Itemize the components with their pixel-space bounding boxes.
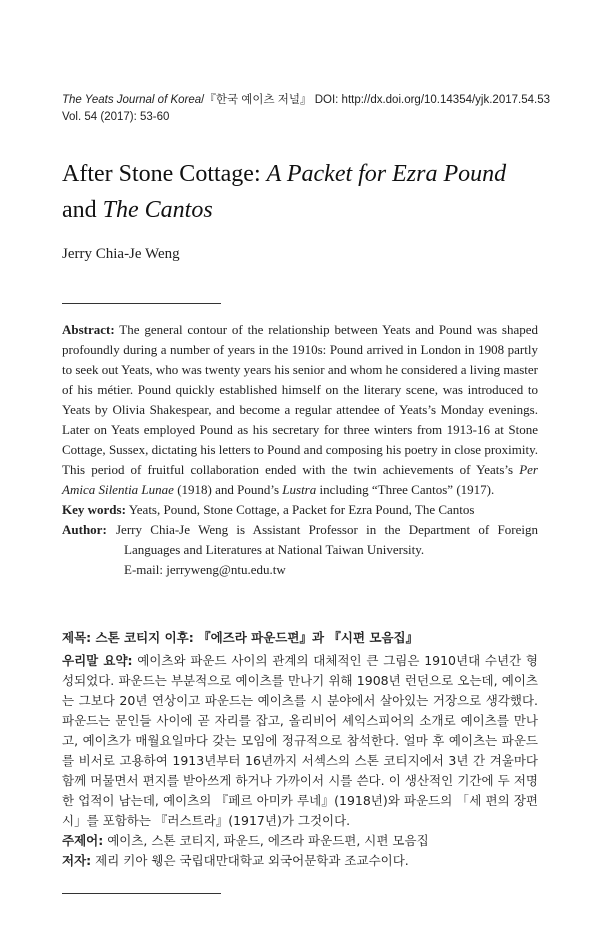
author-email: E-mail: jerryweng@ntu.edu.tw bbox=[124, 562, 286, 577]
korean-author-label: 저자: bbox=[62, 853, 92, 868]
korean-keywords-label: 주제어: bbox=[62, 833, 104, 848]
korean-abstract-label: 우리말 요약: bbox=[62, 653, 133, 668]
abstract-text-1: The general contour of the relationship between Yeats and Pound was shaped profoundly during a number of years in the 1910s: Pound arrived in London in 1908 partly to seek out Yeats, who was twenty years his senior and whom he considered a living master of his métier. Pound quickly established himself on the literary scene, was introduced to Yeats by Olivia Shakespear, and become a regular attendee of Yeats’s Monday evenings. Later on Yeats employed Pound as his secretary for three winters from 1913-16 at Stone Cottage, Sussex, dictating his letters to Pound and composing his poetry in close proximity. This period of fruitful collaboration ended with the twin achievements of Yeats’s bbox=[62, 322, 538, 477]
keywords-paragraph bbox=[62, 500, 538, 520]
author-info-label: Author: bbox=[62, 522, 107, 537]
title-italic1: A Packet for Ezra Pound bbox=[266, 161, 507, 187]
top-divider bbox=[62, 303, 221, 304]
bottom-divider bbox=[62, 893, 221, 894]
journal-volume: Vol. 54 (2017): 53-60 bbox=[62, 111, 170, 123]
abstract-italic-2: Lustra bbox=[282, 482, 317, 497]
abstract-text-2: (1918) and Pound’s bbox=[173, 482, 283, 497]
abstract-paragraph bbox=[62, 320, 538, 500]
korean-abstract-text: 예이츠와 파운드 사이의 관계의 대체적인 큰 그림은 1910년대 수년간 형성되었다. 파운드는 부분적으로 예이츠를 만나기 위해 1908년 런던으로 오는데, 예이츠는 그보다 20년 연상이고 파운드는 예이츠를 시 분야에서 살아있는 거장으로 생각했다. 파운드는 문인들 사이에 곧 자리를 잡고, 올리비어 셰익스피어의 소개로 예이츠를 만나고, 예이츠가 매월요일마다 갖는 모임에 정규적으로 참석한다. 얼마 후 예이츠는 파운드를 비서로 고용하여 1913년부터 16년까지 서섹스의 스톤 코티지에서 3년 간 겨울마다 함께 머물면서 편지를 받아쓰게 하거나 가까이서 시를 쓴다. 이 생산적인 기간에 두 저명한 업적이 남는데, 예이츠의 『페르 아미카 루네』(1918년)와 파운드의 「세 편의 장편시」를 포함하는 『러스트라』(1917년)가 그것이다. bbox=[62, 653, 538, 828]
korean-author-text: 제리 키아 웽은 국립대만대학교 외국어문학과 조교수이다. bbox=[91, 853, 409, 868]
article-author: Jerry Chia-Je Weng bbox=[62, 246, 180, 262]
korean-author bbox=[62, 851, 538, 871]
abstract-text-3: including “Three Cantos” (1917). bbox=[316, 482, 495, 497]
keywords-text: Yeats, Pound, Stone Cottage, a Packet for Ezra Pound, The Cantos bbox=[125, 502, 475, 517]
abstract-italic-1: Per Amica Silentia Lunae bbox=[62, 462, 538, 497]
author-info bbox=[62, 520, 538, 580]
title-part1: After Stone Cottage: bbox=[62, 161, 267, 187]
korean-keywords-text: 예이츠, 스톤 코티지, 파운드, 에즈라 파운드편, 시편 모음집 bbox=[103, 833, 429, 848]
author-info-text bbox=[62, 520, 538, 580]
korean-abstract-section bbox=[62, 628, 538, 871]
title-and: and bbox=[62, 197, 103, 223]
abstract-label: Abstract: bbox=[62, 322, 115, 337]
article-title bbox=[62, 156, 562, 228]
journal-header bbox=[62, 92, 582, 126]
keywords-label: Key words: bbox=[62, 502, 126, 517]
title-italic2: The Cantos bbox=[102, 197, 213, 223]
korean-keywords bbox=[62, 831, 538, 851]
journal-name: The Yeats Journal of Korea bbox=[62, 94, 202, 106]
journal-korean-doi: /『한국 예이츠 저널』 DOI: http://dx.doi.org/10.14354/yjk.2017.54.53 bbox=[201, 94, 550, 106]
author-affiliation: Jerry Chia-Je Weng is Assistant Professor in the Department of Foreign Languages and Literatures at National Taiwan University. bbox=[116, 522, 538, 557]
korean-abstract bbox=[62, 651, 538, 831]
english-abstract-section bbox=[62, 320, 538, 580]
journal-citation-line bbox=[62, 92, 582, 109]
korean-title: 제목: 스톤 코티지 이후: 『에즈라 파운드편』과 『시편 모음집』 bbox=[62, 630, 419, 645]
